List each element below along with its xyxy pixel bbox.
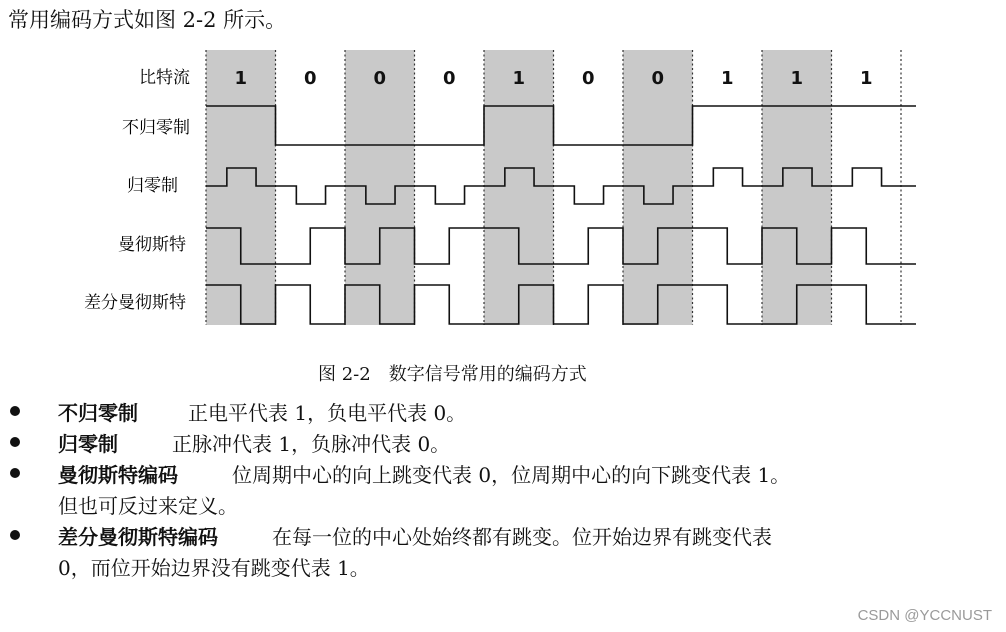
caption-text: 数字信号常用的编码方式: [388, 364, 587, 385]
list-item: [0, 522, 1006, 584]
bit-value: 0: [303, 68, 317, 89]
bit-value: 1: [859, 68, 873, 89]
shaded-column: [762, 50, 832, 325]
bullet-dot-icon: [10, 530, 20, 540]
bullet-list: [0, 398, 1006, 584]
bit-value: 1: [234, 68, 248, 89]
bullet-text-continued: 但也可反过来定义。: [58, 494, 238, 518]
label-nrz: 不归零制: [122, 118, 190, 138]
shaded-column: [206, 50, 276, 325]
figure-caption: [318, 360, 587, 386]
bit-value: 0: [651, 68, 665, 89]
watermark: CSDN @YCCNUST: [857, 607, 992, 624]
bullet-text-continued: 0，而位开始边界没有跳变代表 1。: [58, 556, 370, 580]
list-item: [0, 398, 1006, 429]
shaded-column: [484, 50, 554, 325]
bullet-text: 位周期中心的向上跳变代表 0，位周期中心的向下跳变代表 1。: [232, 463, 791, 487]
bullet-dot-icon: [10, 468, 20, 478]
bit-value: 0: [373, 68, 387, 89]
bit-value: 1: [720, 68, 734, 89]
bullet-dot-icon: [10, 437, 20, 447]
bullet-text: 正脉冲代表 1，负脉冲代表 0。: [172, 432, 451, 456]
list-item: [0, 429, 1006, 460]
row-labels: [84, 68, 190, 313]
shaded-column: [345, 50, 415, 325]
label-manchester: 曼彻斯特: [118, 235, 186, 255]
label-bitstream: 比特流: [139, 68, 190, 88]
bullet-term: 曼彻斯特编码: [58, 463, 178, 487]
list-item: [0, 460, 1006, 522]
bullet-term: 差分曼彻斯特编码: [58, 525, 218, 549]
shaded-bit-columns: [206, 50, 832, 325]
bullet-dot-icon: [10, 406, 20, 416]
shaded-column: [623, 50, 693, 325]
bullet-text: 在每一位的中心处始终都有跳变。位开始边界有跳变代表: [272, 525, 772, 549]
label-diff-manchester: 差分曼彻斯特: [84, 293, 186, 313]
bit-value: 0: [581, 68, 595, 89]
intro-text: 常用编码方式如图 2-2 所示。: [8, 8, 287, 32]
caption-number: 图 2-2: [318, 364, 371, 385]
label-rz: 归零制: [127, 176, 178, 196]
bit-value: 1: [790, 68, 804, 89]
bit-value: 1: [512, 68, 526, 89]
bit-value: 0: [442, 68, 456, 89]
bullet-text: 正电平代表 1，负电平代表 0。: [188, 401, 467, 425]
bullet-term: 不归零制: [58, 401, 138, 425]
bullet-term: 归零制: [58, 432, 118, 456]
